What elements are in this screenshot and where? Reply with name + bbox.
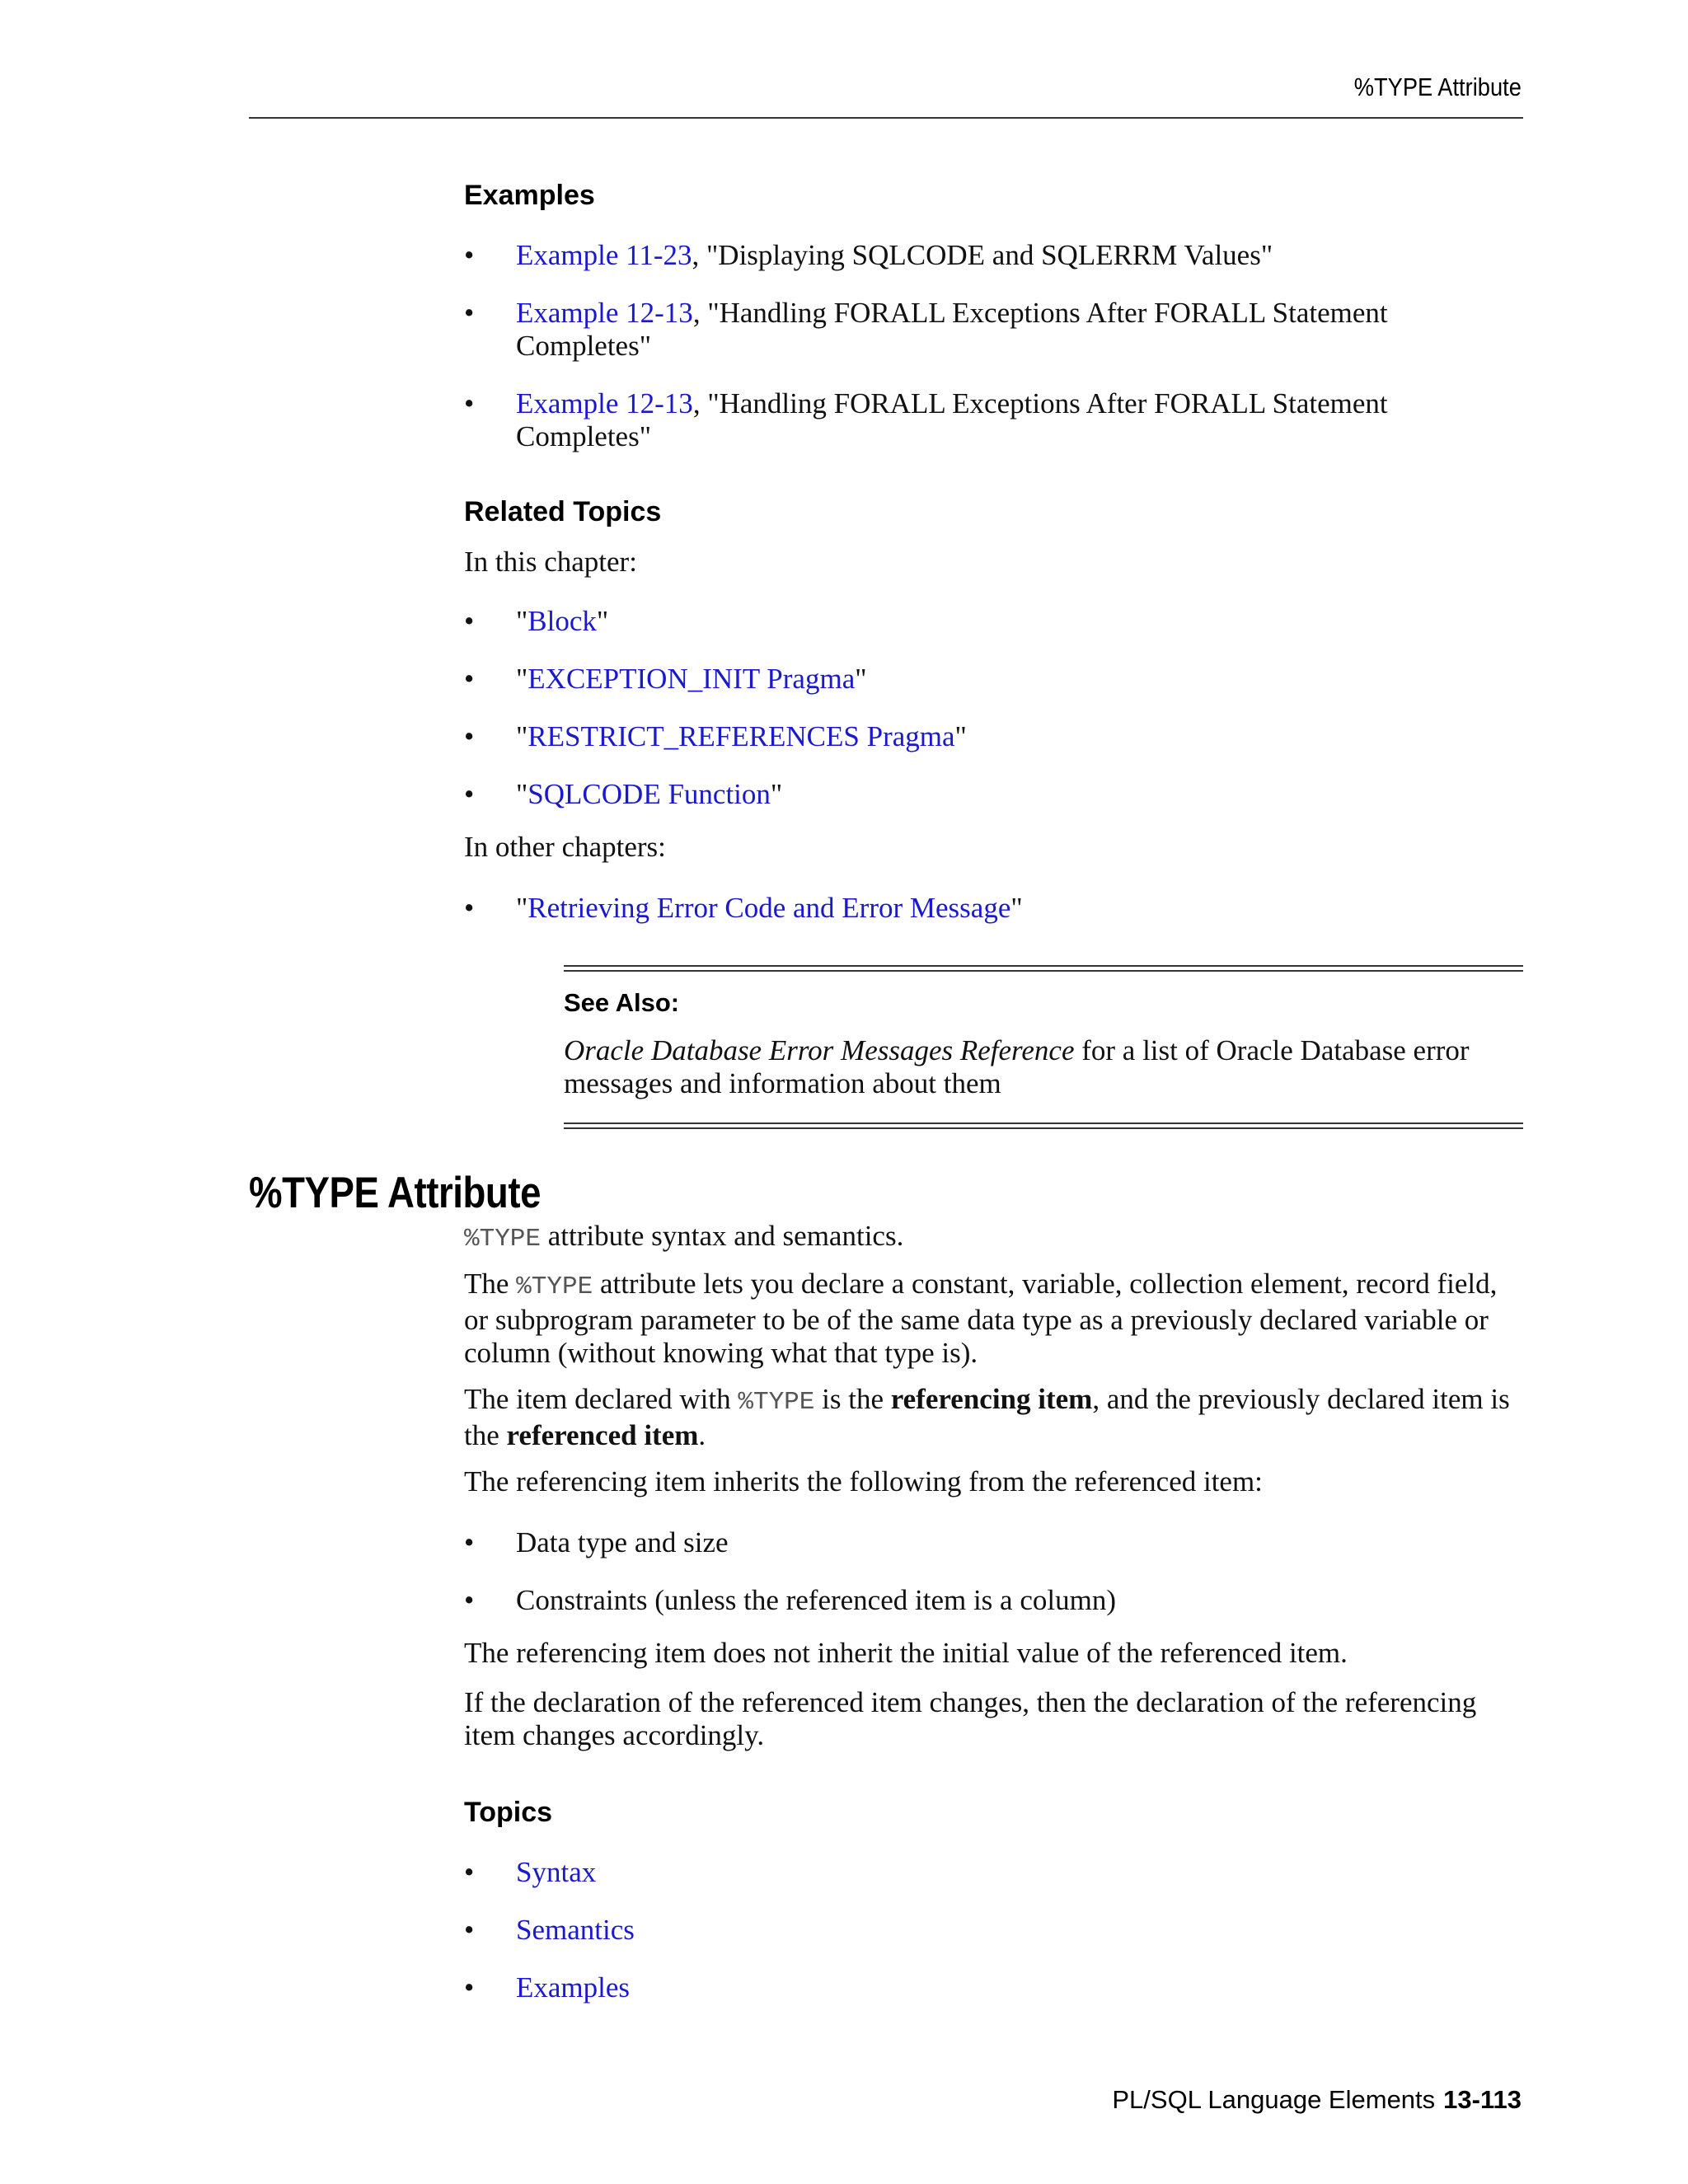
topics-heading: Topics (464, 1797, 553, 1828)
page-number: 13-113 (1443, 2085, 1522, 2114)
example-link[interactable]: Example 12-13 (516, 297, 693, 329)
page-footer (1112, 2085, 1522, 2115)
example-link[interactable]: Example 11-23 (516, 239, 692, 271)
in-this-chapter-label: In this chapter: (464, 546, 637, 578)
bullet-icon: • (464, 297, 475, 329)
example-caption: , "Handling FORALL Exceptions After FORALL Statement Completes" (516, 387, 1388, 452)
related-link-restrict-references[interactable]: RESTRICT_REFERENCES Pragma (528, 720, 955, 752)
topic-link-syntax[interactable]: Syntax (516, 1856, 597, 1888)
bullet-icon: • (464, 720, 475, 752)
bullet-icon: • (464, 1584, 475, 1616)
p2-text-c: , and the previously declared item is the (464, 1383, 1510, 1451)
inherit-item: Constraints (unless the referenced item is a column) (516, 1584, 1116, 1616)
section-title: %TYPE Attribute (249, 1169, 541, 1217)
see-also-top-rule (564, 965, 1523, 972)
bullet-icon: • (464, 239, 475, 271)
see-also-body (564, 1034, 1520, 1100)
related-topics-heading: Related Topics (464, 496, 662, 527)
example-caption: , "Displaying SQLCODE and SQLERRM Values" (692, 239, 1273, 271)
bullet-icon: • (464, 1971, 475, 2004)
related-link-block[interactable]: Block (528, 605, 597, 637)
declaration-paragraph: If the declaration of the referenced item changes, then the declaration of the referencing item changes accordingly. (464, 1686, 1477, 1751)
related-link-retrieving-error[interactable]: Retrieving Error Code and Error Message (528, 892, 1011, 924)
bullet-icon: • (464, 892, 475, 924)
bullet-icon: • (464, 1856, 475, 1888)
inherit-item: Data type and size (516, 1526, 729, 1558)
example-caption: , "Handling FORALL Exceptions After FORALL Statement Completes" (516, 297, 1388, 362)
topic-link-examples[interactable]: Examples (516, 1971, 631, 2004)
p2-text-d: . (698, 1419, 706, 1451)
example-link[interactable]: Example 12-13 (516, 387, 693, 419)
initial-value-paragraph: The referencing item does not inherit the initial value of the referenced item. (464, 1637, 1348, 1669)
intro-paragraph (464, 1220, 1511, 1256)
referencing-paragraph (464, 1383, 1511, 1452)
related-link-sqlcode[interactable]: SQLCODE Function (528, 778, 771, 810)
bullet-icon: • (464, 1526, 475, 1558)
term-referenced-item: referenced item (506, 1419, 699, 1451)
intro-text: attribute syntax and semantics. (541, 1220, 904, 1252)
bullet-icon: • (464, 663, 475, 695)
bullet-icon: • (464, 1914, 475, 1946)
code-type: %TYPE (738, 1388, 815, 1417)
running-header: %TYPE Attribute (1353, 73, 1522, 101)
see-also-book-title: Oracle Database Error Messages Reference (564, 1034, 1075, 1066)
header-rule (249, 117, 1523, 119)
related-link-exception-init[interactable]: EXCEPTION_INIT Pragma (528, 663, 856, 695)
topic-link-semantics[interactable]: Semantics (516, 1914, 635, 1946)
bullet-icon: • (464, 605, 475, 637)
code-type: %TYPE (516, 1272, 593, 1301)
description-paragraph (464, 1268, 1511, 1370)
examples-heading: Examples (464, 180, 595, 211)
p1-text-a: The (464, 1268, 517, 1300)
code-type: %TYPE (464, 1225, 542, 1254)
p1-text-b: attribute lets you declare a constant, variable, collection element, record field, or subprogram parameter to be of the same data type as a previously declared variable or column (without knowing what that type is). (464, 1268, 1498, 1369)
bullet-icon: • (464, 387, 475, 419)
in-other-chapters-label: In other chapters: (464, 831, 666, 863)
inherits-paragraph: The referencing item inherits the following from the referenced item: (464, 1465, 1263, 1497)
term-referencing-item: referencing item (890, 1383, 1093, 1415)
see-also-title: See Also: (564, 988, 680, 1017)
see-also-text: for a list of Oracle Database error messages and information about them (564, 1034, 1470, 1099)
p2-text-a: The item declared with (464, 1383, 738, 1415)
see-also-bottom-rule (564, 1122, 1523, 1129)
footer-book-section: PL/SQL Language Elements (1112, 2085, 1436, 2114)
bullet-icon: • (464, 778, 475, 810)
p2-text-b: is the (814, 1383, 891, 1415)
